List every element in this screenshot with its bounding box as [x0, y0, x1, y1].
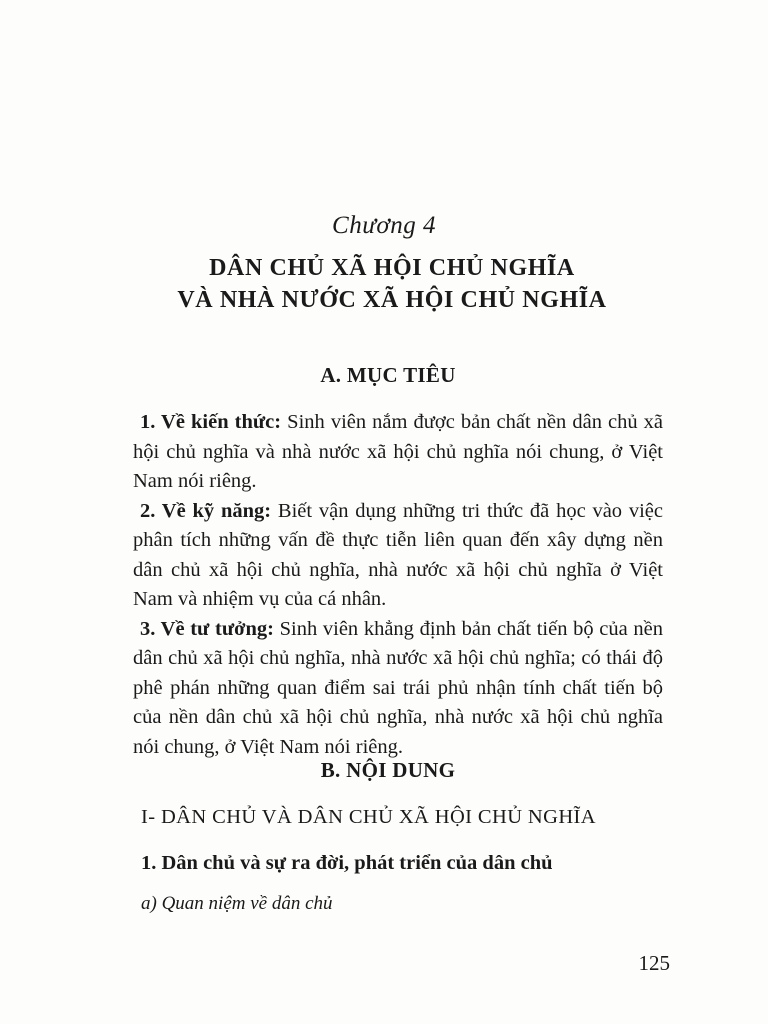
subsection-1-heading: 1. Dân chủ và sự ra đời, phát triển của dân chủ	[141, 852, 553, 874]
chapter-title-line-2: VÀ NHÀ NƯỚC XÃ HỘI CHỦ NGHĨA	[177, 287, 607, 313]
part-i-heading: I- DÂN CHỦ VÀ DÂN CHỦ XÃ HỘI CHỦ NGHĨA	[141, 806, 596, 828]
objective-knowledge-lead: 1. Về kiến thức:	[140, 411, 282, 433]
chapter-title-line-1: DÂN CHỦ XÃ HỘI CHỦ NGHĨA	[209, 255, 575, 281]
objectives-block	[133, 408, 663, 762]
objective-skills	[133, 497, 663, 615]
objective-skills-text: Biết vận dụng những tri thức đã học vào việc phân tích những vấn đề thực tiễn liên quan đến xây dựng nền dân chủ xã hội chủ nghĩa, nhà nước xã hội chủ nghĩa ở Việt Nam và nhiệm vụ của cá nhân.	[133, 499, 663, 610]
objective-ideology-lead: 3. Về tư tưởng:	[140, 617, 274, 640]
objective-skills-lead: 2. Về kỹ năng:	[140, 499, 272, 522]
subsection-a-heading: a) Quan niệm về dân chủ	[141, 893, 333, 914]
section-a-heading: A. MỤC TIÊU	[320, 363, 456, 387]
chapter-label: Chương 4	[332, 212, 436, 239]
section-b-heading: B. NỘI DUNG	[320, 758, 456, 782]
objective-knowledge-text: Sinh viên nắm được bản chất nền dân chủ xã hội chủ nghĩa và nhà nước xã hội chủ nghĩa nói chung, ở Việt Nam nói riêng.	[133, 411, 664, 492]
objective-ideology	[133, 615, 663, 763]
objective-knowledge	[133, 408, 663, 497]
page-number: 125	[638, 951, 670, 975]
objective-ideology-text: Sinh viên khẳng định bản chất tiến bộ của nền dân chủ xã hội chủ nghĩa, nhà nước xã hội chủ nghĩa; có thái độ phê phán những quan điểm sai trái phủ nhận tính chất tiến bộ của nền dân chủ xã hội chủ nghĩa, nhà nước xã hội chủ nghĩa nói chung, ở Việt Nam nói riêng.	[133, 617, 663, 758]
